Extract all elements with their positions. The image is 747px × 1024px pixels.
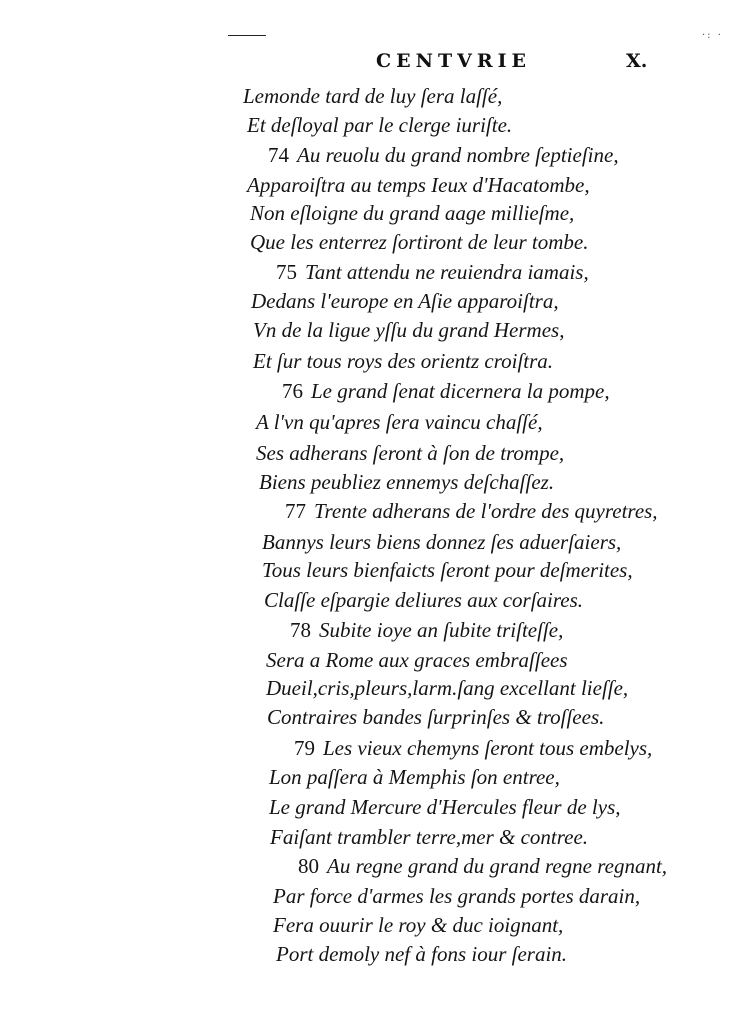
verse-line (250, 230, 588, 254)
verse-line (269, 765, 560, 789)
verse-line (243, 84, 502, 108)
verse-text: Vn de la ligue yſſu du grand Hermes, (253, 318, 565, 342)
verse-line (267, 705, 604, 729)
verse-text: Dueil,cris,pleurs,larm.ſang excellant lieſſe, (266, 676, 629, 700)
verse-line (282, 379, 610, 403)
verse-line (256, 410, 543, 434)
verse-line (262, 558, 633, 582)
verse-text: Sera a Rome aux graces embraſſees (266, 648, 568, 672)
quatrain-number: 74 (268, 143, 289, 167)
quatrain-number: 78 (290, 618, 311, 642)
verse-text: Tous leurs bienfaicts ſeront pour deſmerites, (262, 558, 633, 582)
quatrain-number: 75 (276, 260, 297, 284)
corner-marks: ·: · (702, 30, 723, 41)
verse-text: Par force d'armes les grands portes darain, (273, 884, 641, 908)
verse-text: Que les enterrez ſortiront de leur tombe. (250, 230, 589, 254)
verse-line (285, 499, 658, 523)
quatrain-number: 77 (285, 499, 306, 523)
verse-line (251, 289, 559, 313)
verse-text: Apparoiſtra au temps Ieux d'Hacatombe, (247, 173, 590, 197)
verse-text: Port demoly nef à fons iour ſerain. (276, 942, 568, 966)
verse-line (273, 884, 640, 908)
verse-text: Biens peubliez ennemys deſchaſſez. (259, 470, 555, 494)
verse-line (256, 441, 564, 465)
quatrain-number: 79 (294, 736, 315, 760)
verse-line (266, 676, 628, 700)
verse-line (276, 942, 567, 966)
verse-text: Non eſloigne du grand aage millieſme, (250, 201, 575, 225)
verse-text: Au reuolu du grand nombre ſeptieſine, (297, 143, 619, 167)
verse-text: Dedans l'europe en Aſie apparoiſtra, (251, 289, 559, 313)
verse-line (270, 825, 588, 849)
verse-text: Et deſloyal par le clerge iuriſte. (247, 113, 513, 137)
verse-line (250, 201, 574, 225)
verse-line (253, 318, 564, 342)
verse-line (247, 113, 512, 137)
verse-text: Bannys leurs biens donnez ſes aduerſaiers, (262, 530, 622, 554)
verse-text: Le grand Mercure d'Hercules fleur de lys, (269, 795, 621, 819)
verse-text: Fera ouurir le roy & duc ioignant, (273, 913, 564, 937)
verse-line (262, 530, 621, 554)
running-head: CENTVRIE (376, 50, 532, 72)
verse-line (247, 173, 590, 197)
verse-line (276, 260, 589, 284)
verse-text: Au regne grand du grand regne regnant, (327, 854, 668, 878)
verse-text: Lon paſſera à Memphis ſon entree, (269, 765, 560, 789)
verse-line (273, 913, 563, 937)
verse-text: Tant attendu ne reuiendra iamais, (305, 260, 589, 284)
verse-text: Contraires bandes ſurprinſes & troſſees. (267, 705, 605, 729)
verse-text: Faiſant trambler terre,mer & contree. (270, 825, 589, 849)
verse-line (259, 470, 554, 494)
quatrain-number: 80 (298, 854, 319, 878)
verse-line (290, 618, 563, 642)
verse-text: Lemonde tard de luy ſera laſſé, (243, 84, 503, 108)
verse-text: Les vieux chemyns ſeront tous embelys, (323, 736, 653, 760)
verse-line (294, 736, 652, 760)
verse-text: Subite ioye an ſubite triſteſſe, (319, 618, 564, 642)
verse-line (269, 795, 621, 819)
verse-text: Et ſur tous roys des orientz croiſtra. (253, 349, 554, 373)
verse-text: Le grand ſenat dicernera la pompe, (311, 379, 610, 403)
verse-text: Ses adherans ſeront à ſon de trompe, (256, 441, 565, 465)
quatrain-number: 76 (282, 379, 303, 403)
verse-line (298, 854, 667, 878)
verse-text: Trente adherans de l'ordre des quyretres, (314, 499, 658, 523)
folio: X. (626, 50, 648, 72)
verse-line (266, 648, 568, 672)
verse-line (264, 588, 583, 612)
top-rule (228, 35, 266, 36)
verse-line (268, 143, 619, 167)
verse-line (253, 349, 553, 373)
verse-text: A l'vn qu'apres ſera vaincu chaſſé, (256, 410, 543, 434)
verse-text: Claſſe eſpargie deliures aux corſaires. (264, 588, 584, 612)
